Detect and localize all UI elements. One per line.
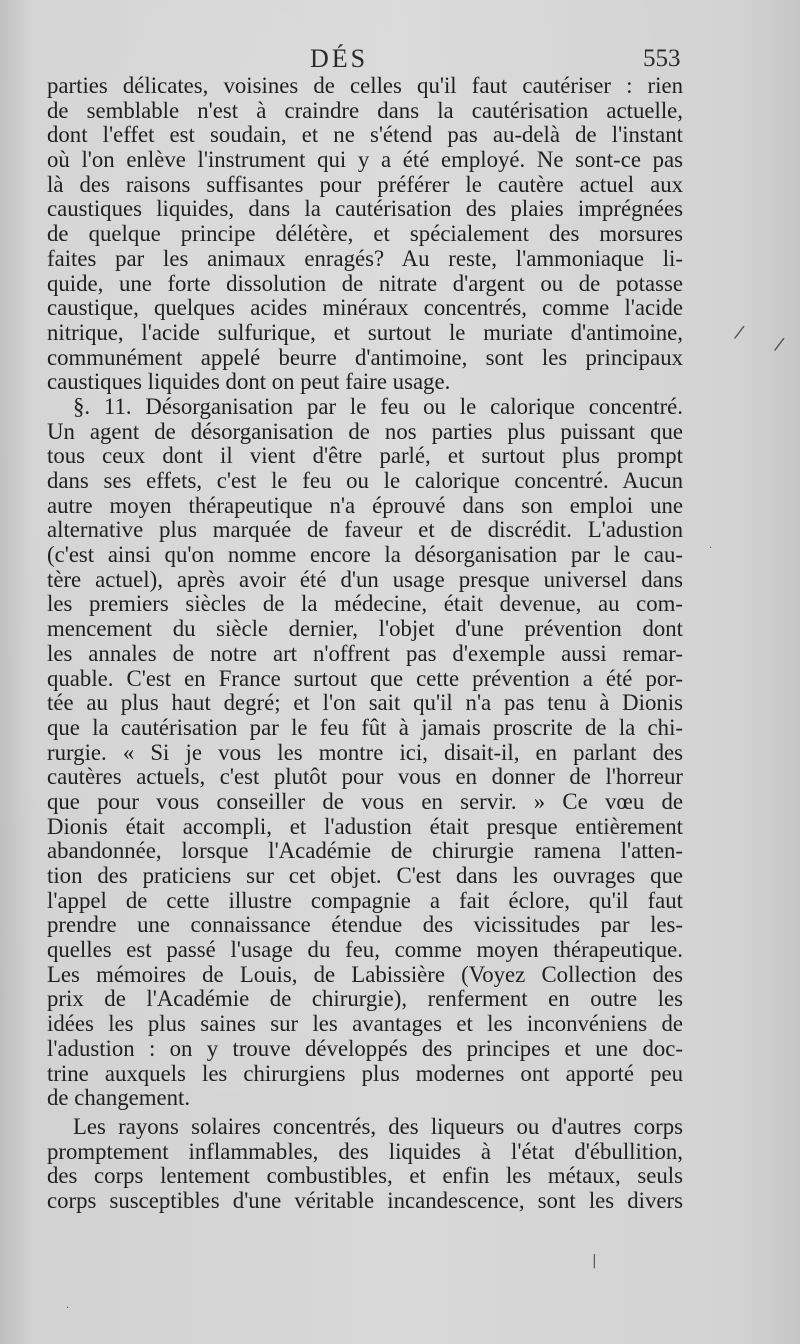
text-line: caustiques liquides, dans la cautérisation des plaies imprégnées	[47, 196, 683, 222]
text-line: où l'on enlève l'instrument qui y a été employé. Ne sont-ce pas	[47, 147, 683, 173]
page-number: 553	[643, 45, 681, 72]
text-line: dont l'effet est soudain, et ne s'étend pas au-delà de l'instant	[47, 122, 683, 148]
text-line: alternative plus marquée de faveur et de discrédit. L'adustion	[47, 517, 683, 543]
text-line: parties délicates, voisines de celles qu'il faut cautériser : rien	[47, 73, 683, 98]
text-line: caustiques liquides dont on peut faire usage.	[47, 369, 451, 395]
text-line: de quelque principe délétère, et spécialement des morsures	[47, 221, 683, 247]
text-line: cautères actuels, c'est plutôt pour vous en donner de l'horreur	[47, 764, 683, 790]
margin-pencil-mark: /	[732, 321, 746, 344]
text-line: Dionis était accompli, et l'adustion était presque entièrement	[47, 813, 683, 839]
margin-pencil-mark: |	[592, 1253, 597, 1269]
text-line: trine auxquels les chirurgiens plus modernes ont apporté peu	[47, 1060, 683, 1086]
text-line: abandonnée, lorsque l'Académie de chirurgie ramena l'atten-	[47, 838, 683, 864]
text-line: quable. C'est en France surtout que cette prévention a été por-	[47, 665, 683, 691]
text-line: Un agent de désorganisation de nos parties plus puissant que	[47, 418, 683, 444]
text-line: prix de l'Académie de chirurgie), renferment en outre les	[47, 986, 683, 1012]
text-line: communément appelé beurre d'antimoine, sont les principaux	[47, 344, 683, 370]
text-line: Les rayons solaires concentrés, des liqueurs ou d'autres corps	[73, 1113, 683, 1139]
text-line: tion des praticiens sur cet objet. C'est dans les ouvrages que	[47, 863, 683, 888]
text-line: nitrique, l'acide sulfurique, et surtout le muriate d'antimoine,	[47, 319, 683, 345]
text-line: Les mémoires de Louis, de Labissière (Voyez Collection des	[47, 961, 683, 987]
text-line: les annales de notre art n'offrent pas d'exemple aussi remar-	[47, 640, 683, 666]
text-line: dans ses effets, c'est le feu ou le calorique concentré. Aucun	[47, 468, 683, 493]
text-line: les premiers siècles de la médecine, était devenue, au com-	[47, 591, 683, 617]
text-line: tée au plus haut degré; et l'on sait qu'il n'a pas tenu à Dionis	[47, 690, 683, 716]
text-line: mencement du siècle dernier, l'objet d'une prévention dont	[47, 616, 683, 642]
section-heading: §. 11. Désorganisation par le feu ou le calorique concentré.	[73, 393, 683, 419]
text-line: l'appel de cette illustre compagnie a fait éclore, qu'il faut	[47, 887, 683, 913]
text-line: promptement inflammables, des liquides à l'état d'ébullition,	[47, 1138, 683, 1164]
text-line: l'adustion : on y trouve développés des principes et une doc-	[47, 1035, 683, 1061]
text-line: tère actuel), après avoir été d'un usage presque universel dans	[47, 566, 683, 592]
margin-dot: ·	[66, 1303, 70, 1314]
text-line: prendre une connaissance étendue des vicissitudes par les-	[47, 912, 683, 938]
text-line: là des raisons suffisantes pour préférer le cautère actuel aux	[47, 171, 683, 197]
text-line: des corps lentement combustibles, et enfin les métaux, seuls	[47, 1163, 683, 1189]
text-line: (c'est ainsi qu'on nomme encore la désorganisation par le cau-	[47, 542, 683, 568]
body-text	[47, 74, 683, 1214]
text-line: autre moyen thérapeutique n'a éprouvé dans son emploi une	[47, 492, 683, 518]
text-line: que la cautérisation par le feu fût à jamais proscrite de la chi-	[47, 714, 683, 740]
margin-dot: ·	[709, 543, 713, 554]
text-line: quide, une forte dissolution de nitrate d'argent ou de potasse	[47, 270, 683, 296]
text-line: faites par les animaux enragés? Au reste, l'ammoniaque li-	[47, 245, 683, 271]
running-head: DÉS	[310, 44, 369, 73]
text-line: que pour vous conseiller de vous en servir. » Ce vœu de	[47, 788, 683, 814]
text-line: quelles est passé l'usage du feu, comme moyen thérapeutique.	[47, 937, 683, 963]
text-line: caustique, quelques acides minéraux concentrés, comme l'acide	[47, 295, 683, 321]
margin-pencil-mark: /	[772, 333, 786, 356]
text-line: idées les plus saines sur les avantages et les inconvéniens de	[47, 1011, 683, 1037]
text-line: corps susceptibles d'une véritable incandescence, sont les divers	[47, 1187, 683, 1213]
text-line: de semblable n'est à craindre dans la cautérisation actuelle,	[47, 97, 683, 123]
text-line: rurgie. « Si je vous les montre ici, disait-il, en parlant des	[47, 739, 683, 765]
text-line: de changement.	[47, 1085, 191, 1111]
text-line: tous ceux dont il vient d'être parlé, et surtout plus prompt	[47, 443, 683, 469]
